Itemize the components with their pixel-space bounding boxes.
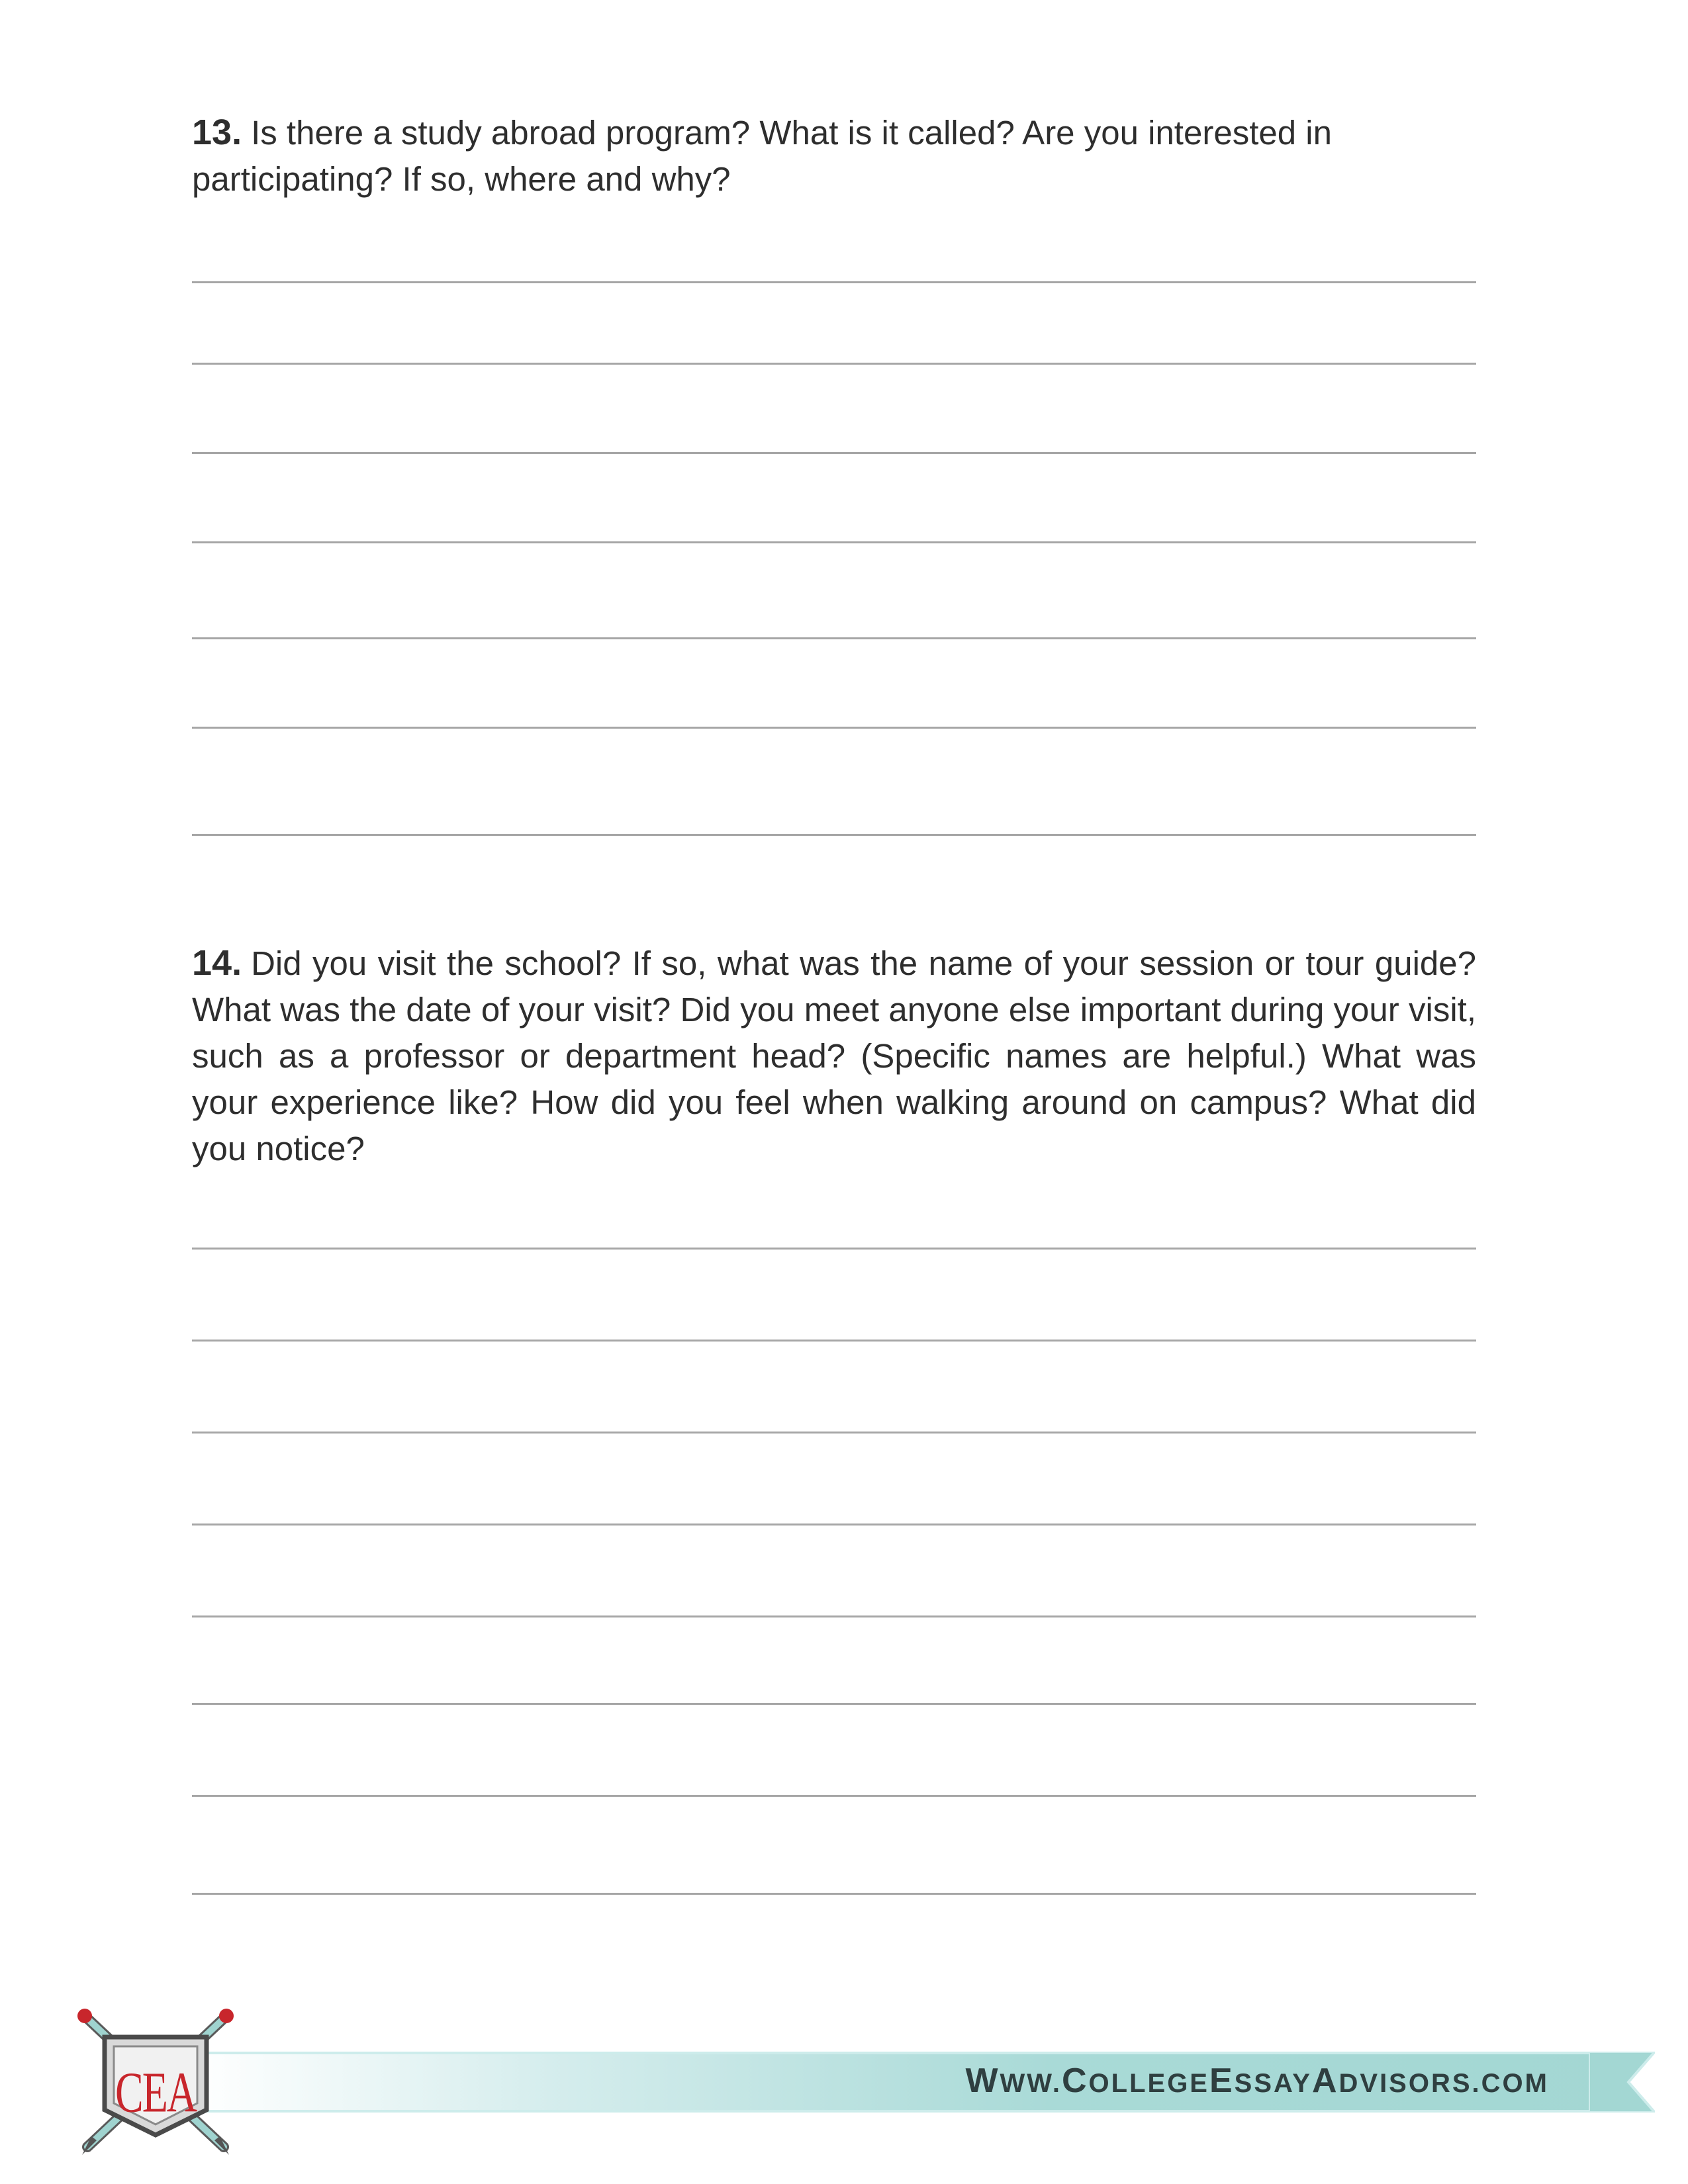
logo-text: CEA: [115, 2060, 196, 2124]
answer-line[interactable]: [192, 1795, 1476, 1797]
question-13: [192, 109, 1476, 203]
answer-line[interactable]: [192, 1432, 1476, 1433]
website-url[interactable]: WWW.COLLEGEESSAYADVISORS.COM: [965, 2062, 1549, 2100]
answer-line[interactable]: [192, 727, 1476, 729]
question-number: 14.: [192, 943, 242, 983]
answer-line[interactable]: [192, 1248, 1476, 1250]
page-footer: [0, 1999, 1688, 2171]
question-text: Did you visit the school? If so, what was the name of your session or tour guide? What was the date of your visit? Did you meet anyone else important during your visit, such as a professor or department head? (Specific names are helpful.) What was your experience like? How did you feel when walking around on campus? What did you notice?: [192, 944, 1476, 1167]
answer-line[interactable]: [192, 452, 1476, 454]
ribbon-tail: [1589, 2052, 1655, 2113]
question-number: 13.: [192, 113, 242, 152]
answer-line[interactable]: [192, 1524, 1476, 1525]
answer-line[interactable]: [192, 1703, 1476, 1705]
question-text: Is there a study abroad program? What is it called? Are you interested in participating? If so, where and why?: [192, 114, 1332, 198]
answer-line[interactable]: [192, 281, 1476, 283]
question-14: [192, 940, 1476, 1172]
answer-line[interactable]: [192, 1615, 1476, 1617]
answer-line[interactable]: [192, 541, 1476, 543]
answer-line[interactable]: [192, 834, 1476, 836]
answer-line[interactable]: [192, 637, 1476, 639]
answer-line[interactable]: [192, 1893, 1476, 1895]
answer-line[interactable]: [192, 1340, 1476, 1342]
answer-line[interactable]: [192, 363, 1476, 365]
